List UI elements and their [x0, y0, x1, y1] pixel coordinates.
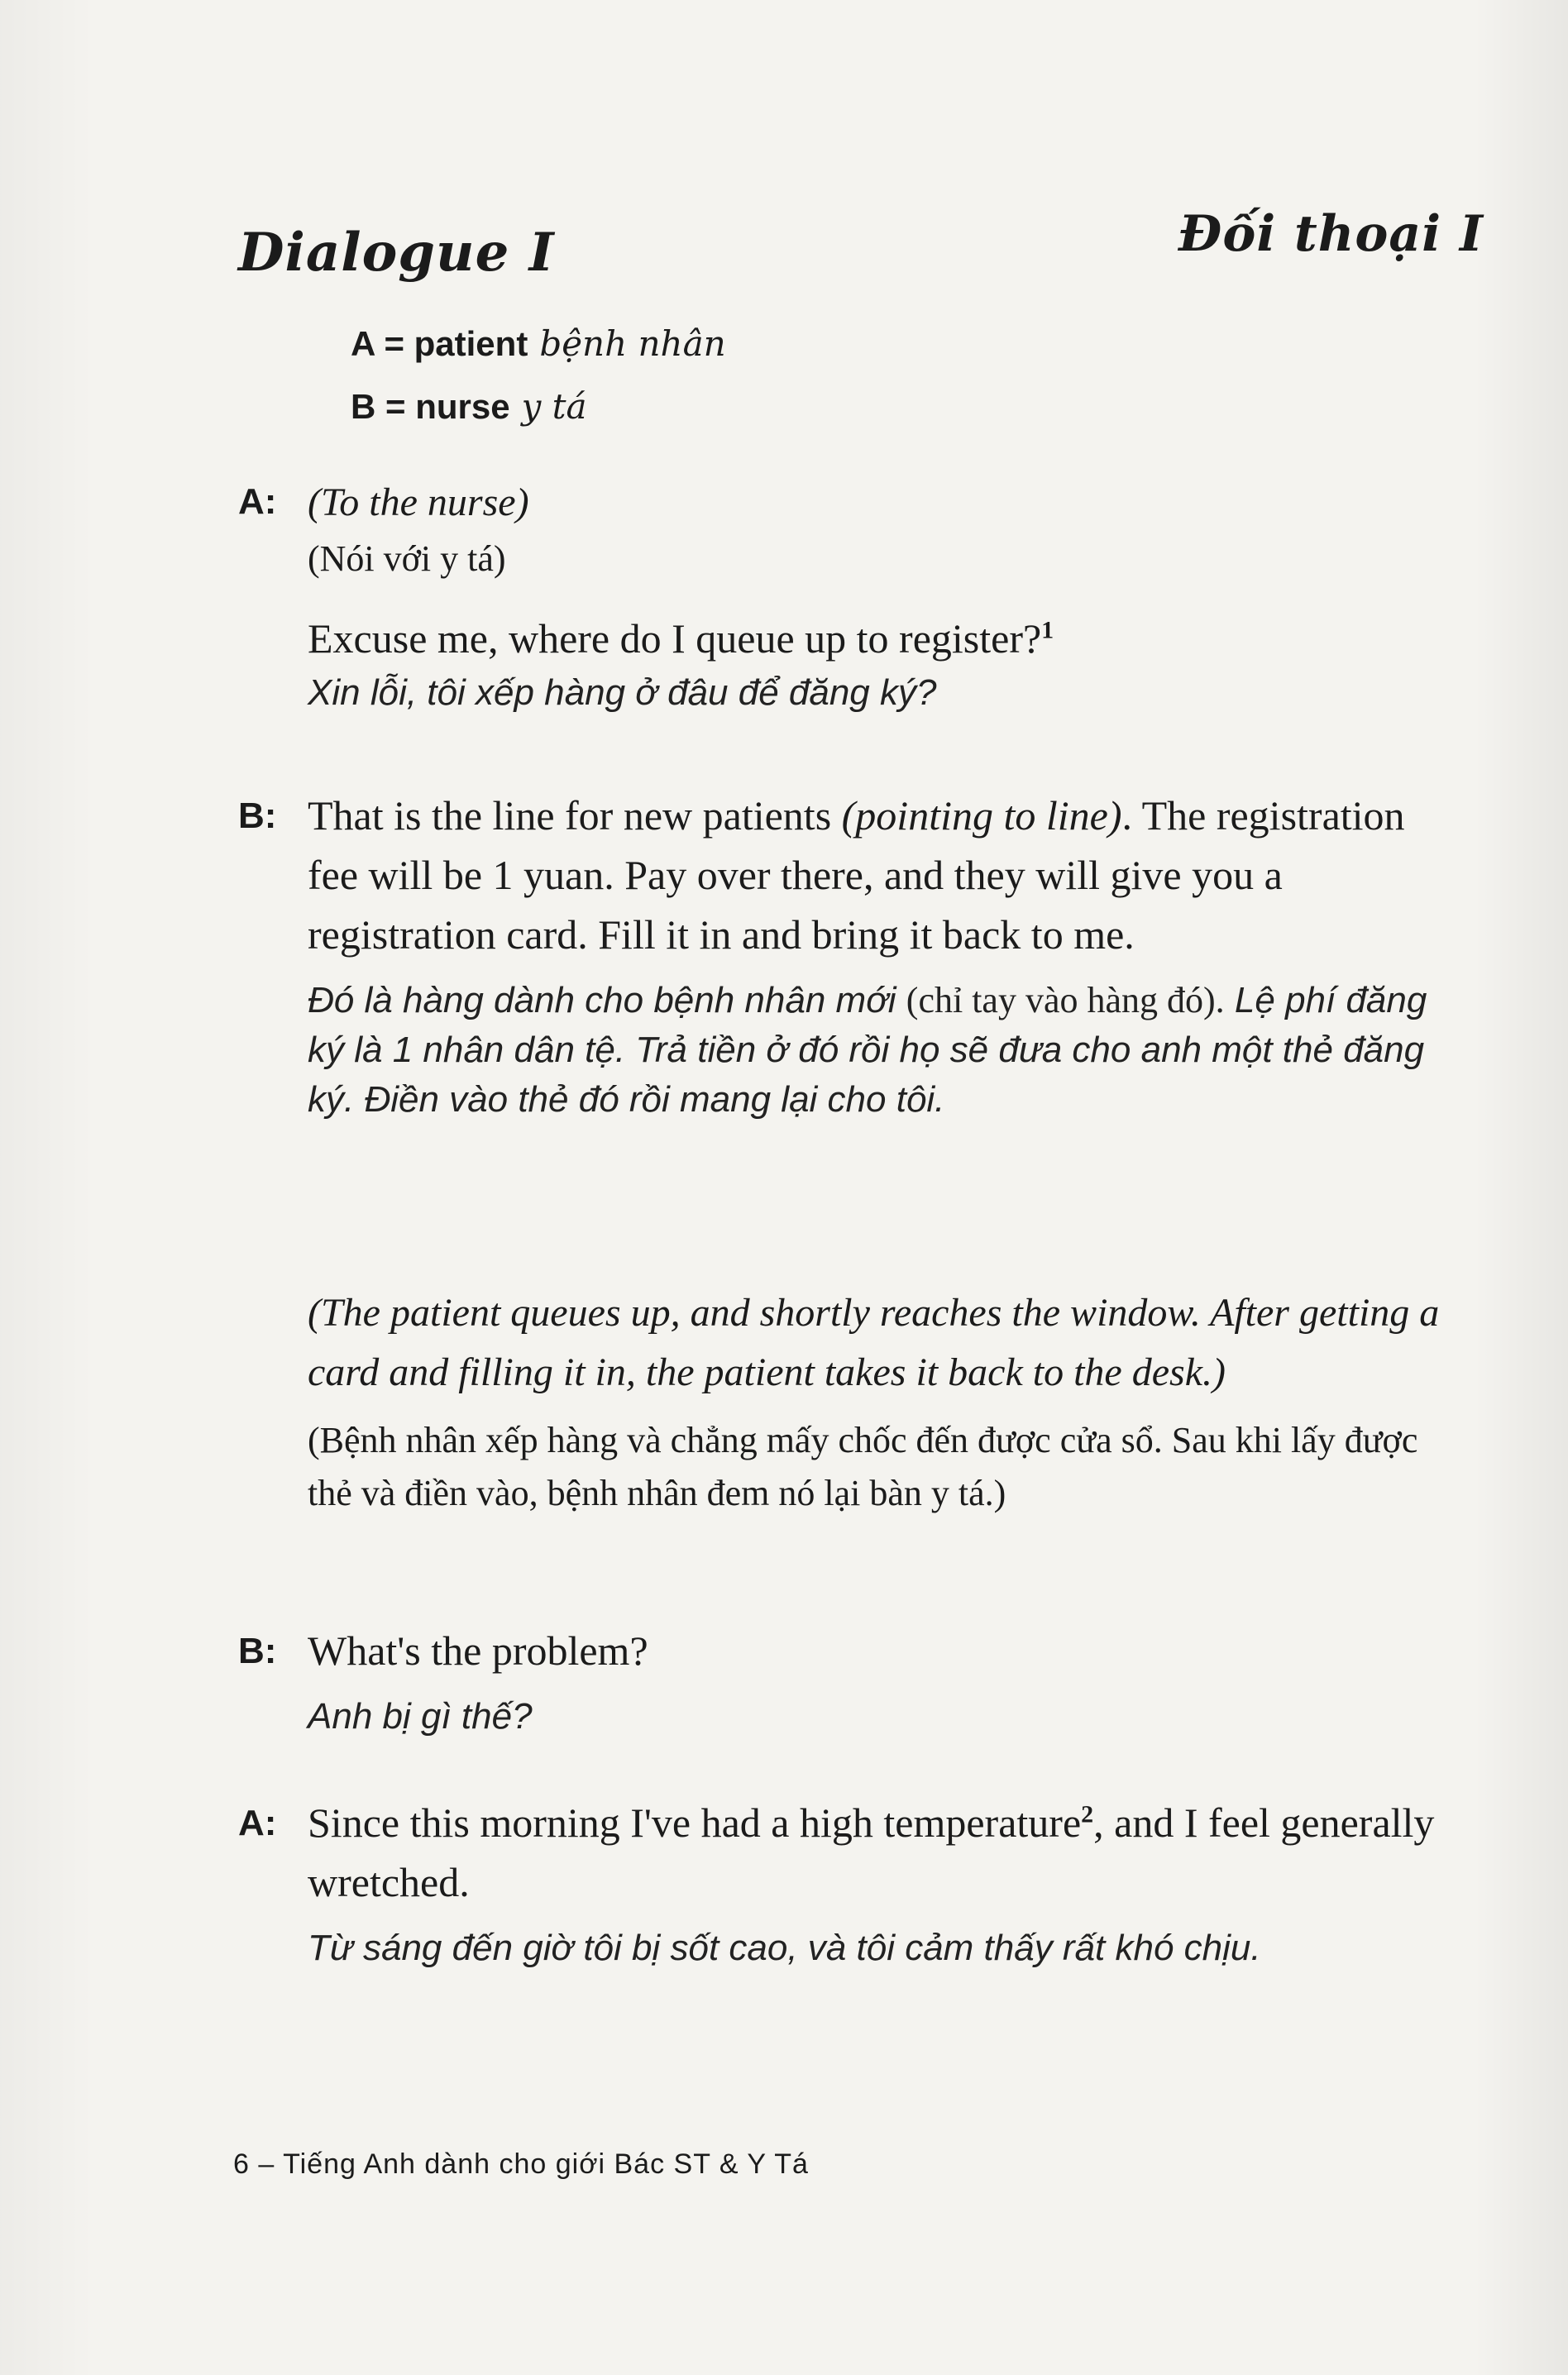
stage-direction-vi: (Bệnh nhân xếp hàng và chẳng mấy chốc đến được cửa sổ. Sau khi lấy được thẻ và điền vào, bệnh nhân đem nó lại bàn y tá.) — [308, 1420, 1418, 1513]
line-en-text-1: That is the line for new patients — [308, 792, 842, 839]
role-a-key: A = patient — [351, 324, 528, 363]
dialogue-turn-2 — [238, 786, 1462, 1125]
role-legend — [351, 313, 726, 438]
role-b — [351, 375, 726, 438]
line-vi: Anh bị gì thế? — [308, 1696, 533, 1737]
line-vi: Xin lỗi, tôi xếp hàng ở đâu để đăng ký? — [308, 672, 937, 713]
line-en-text: Excuse me, where do I queue up to register? — [308, 615, 1042, 662]
line-en: What's the problem? — [308, 1627, 648, 1674]
stage-direction-block — [308, 1283, 1465, 1520]
line-vi — [308, 976, 1462, 1125]
speaker-label: A: — [238, 481, 277, 522]
stage-direction-vi: (Nói với y tá) — [308, 538, 506, 579]
role-b-key: B = nurse — [351, 387, 510, 426]
dialogue-title-vi: Đối thoại I — [1178, 205, 1484, 263]
dialogue-turn-1 — [238, 473, 1462, 718]
page-footer: 6 – Tiếng Anh dành cho giới Bác ST & Y Tá — [233, 2148, 809, 2180]
line-vi-text-1: Đó là hàng dành cho bệnh nhân mới — [308, 980, 906, 1020]
stage-direction-en: (To the nurse) — [308, 480, 529, 524]
line-en-text-2: , and I feel generally wretched. — [308, 1799, 1435, 1905]
footnote-ref: 1 — [1041, 616, 1054, 644]
speaker-label: A: — [238, 1803, 277, 1843]
line-vi: Từ sáng đến giờ tôi bị sốt cao, và tôi cảm thấy rất khó chịu. — [308, 1928, 1261, 1968]
speaker-label: B: — [238, 796, 277, 836]
line-en-italic: (pointing to line) — [841, 792, 1122, 839]
stage-direction-en: (The patient queues up, and shortly reaches the window. After getting a card and filling it in, the patient takes it back to the desk.) — [308, 1291, 1440, 1394]
line-en — [308, 609, 1462, 668]
line-en — [308, 1793, 1462, 1912]
line-en-text-2: . The registration fee will be 1 yuan. Pay over there, and they will give you a registration card. Fill it in and bring it back to me. — [308, 792, 1405, 958]
line-en — [308, 786, 1462, 964]
role-b-vi: y tá — [521, 386, 587, 427]
speaker-label: B: — [238, 1631, 277, 1671]
line-vi-paren: (chỉ tay vào hàng đó). — [906, 980, 1225, 1020]
role-a — [351, 313, 726, 375]
dialogue-title-en: Dialogue I — [238, 222, 555, 284]
line-en-text-1: Since this morning I've had a high temperature — [308, 1799, 1082, 1846]
dialogue-turn-3 — [238, 1621, 1462, 1742]
line-vi-text-2: Lệ phí đăng ký là 1 nhân dân tệ. Trả tiền ở đó rồi họ sẽ đưa cho anh một thẻ đăng ký. Điền vào thẻ đó rồi mang lại cho tôi. — [308, 980, 1427, 1120]
dialogue-turn-4 — [238, 1793, 1462, 1973]
role-a-vi: bệnh nhân — [539, 323, 726, 364]
footnote-ref: 2 — [1081, 1800, 1094, 1828]
